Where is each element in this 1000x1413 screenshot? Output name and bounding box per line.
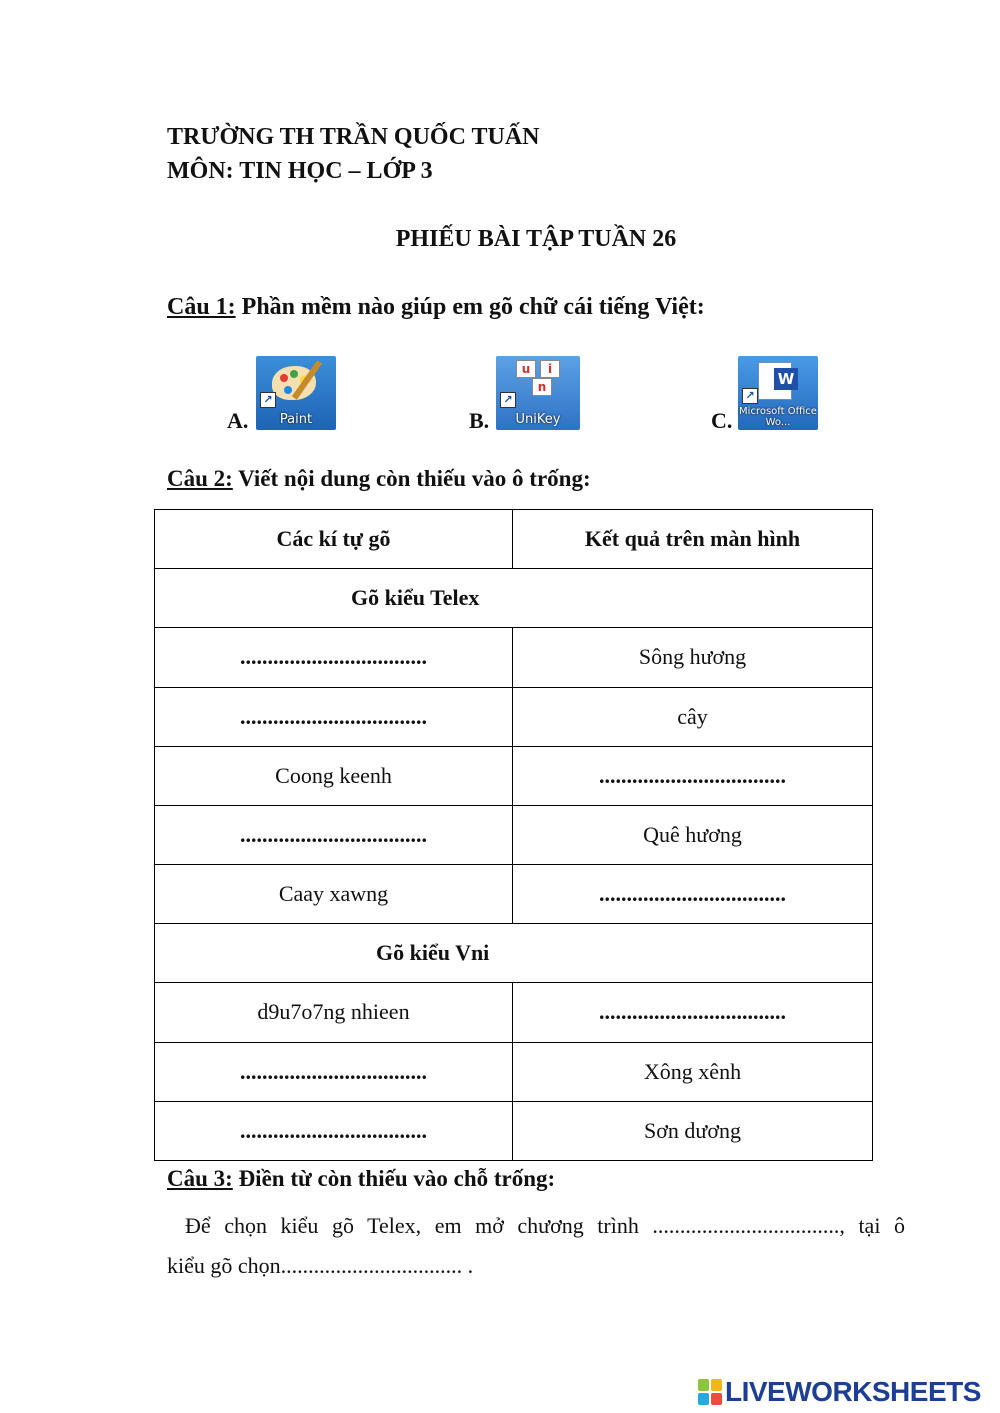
key-u: u [516,360,536,378]
section-telex-cell [155,569,873,628]
paint-dot [290,370,298,378]
key-i: i [540,360,560,378]
section-vni-cell [155,924,873,983]
keys-cell: Caay xawng [155,865,513,924]
table-header-row [155,510,873,569]
word-caption: Microsoft Office Wo... [739,406,817,428]
answer-blank[interactable]: .................................. [155,805,513,864]
option-b-letter: B. [469,408,490,433]
mark-square [711,1393,722,1405]
answer-blank[interactable]: .................................. [513,746,873,805]
table-row [155,687,873,746]
key-n: n [532,378,552,396]
answer-blank[interactable]: .................................. [155,1042,513,1101]
keys-cell: d9u7o7ng nhieen [155,983,513,1042]
result-cell: Sông hương [513,628,873,687]
question-2-text: Viết nội dung còn thiếu vào ô trống: [232,466,591,491]
question-1-text: Phần mềm nào giúp em gõ chữ cái tiếng Việt: [235,294,705,320]
table-row [155,983,873,1042]
option-c-letter: C. [711,408,733,433]
question-1 [167,294,705,321]
school-name: TRƯỜNG TH TRẦN QUỐC TUẤN [167,124,540,150]
table-row [155,1101,873,1160]
question-3 [167,1166,555,1192]
result-cell: Sơn dương [513,1101,873,1160]
section-row-telex [155,569,873,628]
word-w-logo: W [774,368,798,390]
answer-blank[interactable]: .................................. [513,983,873,1042]
fill-in-line-2[interactable]: kiểu gõ chọn................................. . [167,1253,474,1278]
answer-blank[interactable]: .................................. [513,865,873,924]
unikey-icon[interactable] [496,356,580,430]
paint-icon[interactable] [256,356,336,430]
answer-blank[interactable]: .................................. [155,628,513,687]
result-cell: Quê hương [513,805,873,864]
section-row-vni [155,924,873,983]
table-row [155,865,873,924]
mark-square [711,1379,722,1391]
fill-in-line-1[interactable] [167,1206,905,1246]
question-3-text: Điền từ còn thiếu vào chỗ trống: [232,1166,556,1191]
question-1-label: Câu 1: [167,294,236,320]
shortcut-arrow-icon: ↗ [260,392,276,408]
shortcut-arrow-icon: ↗ [500,392,516,408]
answer-blank[interactable]: .................................. [155,687,513,746]
table-row [155,1042,873,1101]
mark-square [698,1393,709,1405]
header-keys: Các kí tự gõ [155,510,513,569]
keys-cell: Coong keenh [155,746,513,805]
paint-caption: Paint [279,412,313,427]
section-vni-label: Gõ kiểu Vni [376,940,490,966]
subject-line: MÔN: TIN HỌC – LỚP 3 [167,158,433,184]
paint-dot [284,386,292,394]
section-telex-label: Gõ kiểu Telex [351,585,480,611]
typing-table [154,509,873,1161]
mark-square [698,1379,709,1391]
table-row [155,805,873,864]
paint-dot [280,374,288,382]
worksheet-title: PHIẾU BÀI TẬP TUẦN 26 [395,226,677,252]
question-3-label: Câu 3: [167,1166,233,1191]
question-2 [167,466,591,492]
result-cell: Xông xênh [513,1042,873,1101]
fill-in-line-1-text: Để chọn kiểu gõ Telex, em mở chương trình .................................., tại ô [185,1213,905,1238]
shortcut-arrow-icon: ↗ [742,388,758,404]
table-row [155,746,873,805]
liveworksheets-mark-icon [698,1379,722,1405]
option-a-letter: A. [227,408,249,433]
answer-blank[interactable]: .................................. [155,1101,513,1160]
question-2-label: Câu 2: [167,466,233,491]
table-row [155,628,873,687]
word-icon[interactable] [738,356,818,430]
result-cell: cây [513,687,873,746]
header-result: Kết quả trên màn hình [513,510,873,569]
unikey-caption: UniKey [515,412,561,427]
liveworksheets-text: LIVEWORKSHEETS [725,1376,981,1407]
liveworksheets-logo [698,1374,981,1410]
